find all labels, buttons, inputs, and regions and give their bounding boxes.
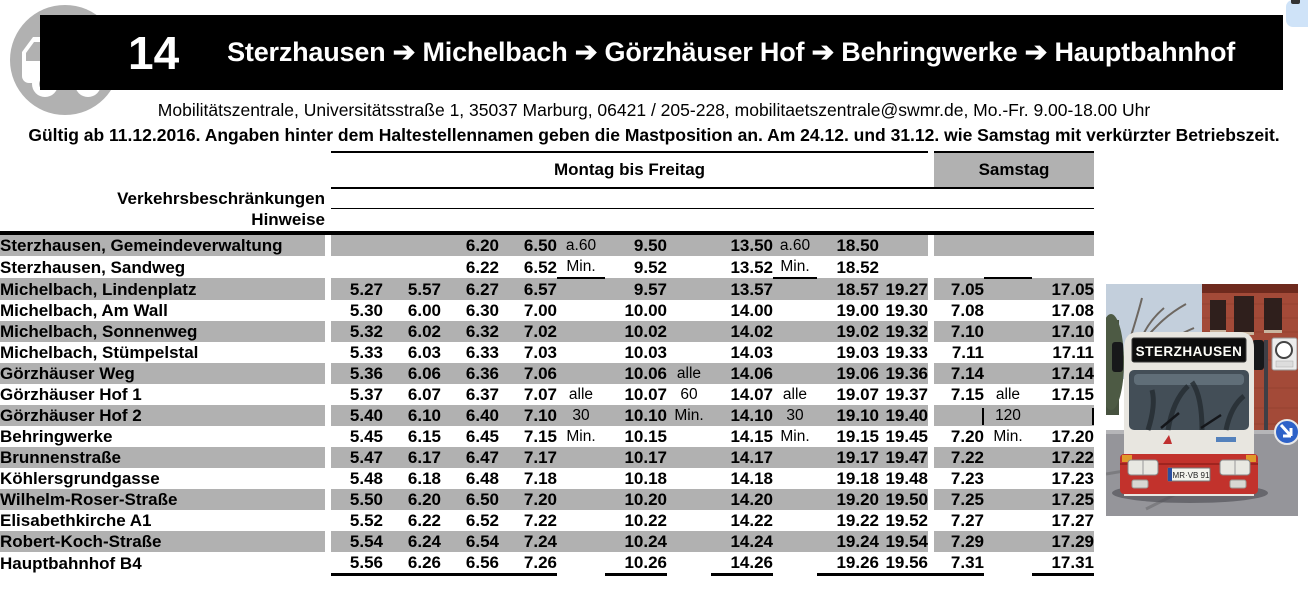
saturday-frequency-cell bbox=[984, 300, 1032, 321]
weekday-frequency-cell: Min. bbox=[557, 256, 605, 278]
weekday-time-cell: 5.40 bbox=[331, 405, 383, 426]
weekday-time-cell: 14.18 bbox=[730, 469, 773, 488]
notes-row bbox=[0, 209, 1094, 234]
timetable-row bbox=[0, 278, 1094, 300]
timetable-row bbox=[0, 426, 1094, 447]
weekday-time-cell: 6.50 bbox=[499, 233, 557, 256]
group-header-row bbox=[0, 152, 1094, 188]
saturday-frequency-cell bbox=[984, 489, 1032, 510]
weekday-time-cell: 6.18 bbox=[407, 469, 441, 488]
weekday-time-cell: 19.17 bbox=[817, 447, 879, 468]
weekday-time-cell: 7.22 bbox=[523, 511, 557, 530]
blue-arrow-sign bbox=[1275, 420, 1298, 444]
weekday-time-cell: 6.07 bbox=[407, 385, 441, 404]
weekday-frequency-cell bbox=[557, 552, 605, 575]
saturday-frequency-cell bbox=[984, 321, 1032, 342]
saturday-frequency-cell bbox=[984, 342, 1032, 363]
weekday-time-cell: 13.57 bbox=[711, 278, 773, 300]
line-number: 14 bbox=[128, 26, 180, 79]
saturday-time-cell: 7.05 bbox=[934, 278, 984, 300]
saturday-time-cell: 17.31 bbox=[1032, 552, 1094, 575]
saturday-time-cell: 17.27 bbox=[1051, 511, 1094, 530]
weekday-time-cell: 6.47 bbox=[441, 447, 499, 468]
weekday-frequency-cell: alle bbox=[782, 386, 808, 403]
weekday-frequency-cell: Min. bbox=[667, 405, 711, 426]
weekday-frequency-cell bbox=[773, 510, 817, 531]
weekday-time-cell bbox=[383, 233, 441, 256]
restrictions-label: Verkehrsbeschränkungen bbox=[117, 188, 325, 208]
weekday-time-cell: 6.22 bbox=[465, 257, 499, 277]
timetable-row bbox=[0, 321, 1094, 342]
weekday-time-cell: 10.15 bbox=[624, 427, 667, 446]
weekday-time-cell: 6.26 bbox=[383, 552, 441, 575]
weekday-time-cell: 19.10 bbox=[817, 405, 879, 426]
saturday-frequency-cell bbox=[984, 552, 1032, 575]
stop-name: Michelbach, Lindenplatz bbox=[0, 278, 325, 300]
weekday-time-cell: 5.36 bbox=[331, 363, 383, 384]
weekday-frequency-cell bbox=[667, 489, 711, 510]
saturday-time-cell: 17.10 bbox=[1032, 321, 1094, 342]
weekday-time-cell bbox=[879, 233, 928, 256]
saturday-time-cell bbox=[1032, 405, 1094, 426]
weekday-frequency-cell bbox=[557, 363, 605, 384]
weekday-time-cell: 7.18 bbox=[523, 469, 557, 488]
weekday-time-cell: 10.18 bbox=[624, 469, 667, 488]
weekday-time-cell: 6.15 bbox=[407, 427, 441, 446]
weekday-time-cell bbox=[331, 233, 383, 256]
weekday-time-cell: 19.24 bbox=[817, 531, 879, 552]
weekday-time-cell: 19.40 bbox=[879, 405, 928, 426]
weekday-time-cell: 14.17 bbox=[711, 447, 773, 468]
weekday-time-cell: 10.00 bbox=[624, 301, 667, 320]
stop-name: Behringwerke bbox=[0, 427, 113, 446]
validity-line: Gültig ab 11.12.2016. Angaben hinter dem Haltestellennamen geben die Mastposition an. Am 24.12. und 31.12. wie Samstag mit verkürzter Betriebszeit. bbox=[28, 125, 1280, 145]
weekday-time-cell: 6.30 bbox=[465, 301, 499, 320]
timetable-row bbox=[0, 363, 1094, 384]
weekday-frequency-cell bbox=[667, 300, 711, 321]
weekday-frequency-cell: Min. bbox=[780, 428, 810, 445]
weekday-frequency-cell bbox=[667, 233, 711, 256]
weekday-time-cell: 13.50 bbox=[711, 233, 773, 256]
weekday-time-cell: 14.26 bbox=[711, 552, 773, 575]
timetable-row bbox=[0, 300, 1094, 321]
weekday-frequency-cell bbox=[557, 531, 605, 552]
weekday-time-cell: 5.50 bbox=[331, 489, 383, 510]
weekday-frequency-cell bbox=[557, 278, 605, 300]
notes-label: Hinweise bbox=[251, 209, 325, 229]
weekday-time-cell: 18.57 bbox=[817, 278, 879, 300]
bus-front bbox=[1112, 332, 1264, 496]
saturday-time-cell: 17.05 bbox=[1032, 278, 1094, 300]
weekday-time-cell: 14.02 bbox=[711, 321, 773, 342]
saturday-time-cell bbox=[1032, 233, 1094, 256]
route-destinations: Sterzhausen ➔ Michelbach ➔ Görzhäuser Hof ➔ Behringwerke ➔ Hauptbahnhof bbox=[227, 37, 1236, 67]
notes-cells bbox=[331, 209, 928, 234]
saturday-time-cell: 7.29 bbox=[934, 531, 984, 552]
weekday-time-cell: 19.02 bbox=[817, 321, 879, 342]
weekday-time-cell: 7.15 bbox=[523, 427, 557, 446]
timetable-row bbox=[0, 552, 1094, 575]
stop-name: Görzhäuser Hof 2 bbox=[0, 405, 325, 426]
weekday-frequency-cell bbox=[667, 531, 711, 552]
weekday-time-cell: 7.02 bbox=[499, 321, 557, 342]
weekday-frequency-cell bbox=[557, 300, 605, 321]
stop-name: Görzhäuser Weg bbox=[0, 363, 325, 384]
restrictions-cells bbox=[331, 188, 928, 209]
saturday-time-cell: 17.20 bbox=[1051, 427, 1094, 446]
weekday-time-cell: 19.33 bbox=[885, 343, 928, 362]
weekday-time-cell: 7.10 bbox=[499, 405, 557, 426]
weekday-time-cell: 9.52 bbox=[633, 257, 667, 277]
weekday-time-cell: 19.47 bbox=[879, 447, 928, 468]
weekday-time-cell: 5.45 bbox=[349, 427, 383, 446]
weekday-frequency-cell bbox=[773, 321, 817, 342]
timetable-row bbox=[0, 510, 1094, 531]
weekday-time-cell: 6.48 bbox=[465, 469, 499, 488]
weekday-time-cell: 10.02 bbox=[605, 321, 667, 342]
saturday-time-cell: 17.22 bbox=[1032, 447, 1094, 468]
saturday-time-cell: 7.11 bbox=[951, 343, 984, 362]
weekday-time-cell bbox=[331, 256, 383, 278]
weekday-time-cell: 6.52 bbox=[523, 257, 557, 277]
weekday-time-cell: 7.24 bbox=[499, 531, 557, 552]
weekday-time-cell: 19.07 bbox=[836, 385, 879, 404]
saturday-frequency-cell bbox=[984, 468, 1032, 489]
saturday-frequency-cell: alle bbox=[995, 386, 1021, 403]
weekday-time-cell: 6.06 bbox=[383, 363, 441, 384]
license-plate bbox=[1168, 468, 1210, 481]
saturday-time-cell: 7.10 bbox=[934, 321, 984, 342]
saturday-time-cell bbox=[934, 256, 984, 278]
weekday-time-cell: 5.57 bbox=[383, 278, 441, 300]
saturday-time-cell bbox=[1032, 256, 1094, 278]
weekday-time-cell: 6.00 bbox=[407, 301, 441, 320]
weekday-time-cell: 19.56 bbox=[879, 552, 928, 575]
weekday-time-cell: 10.10 bbox=[605, 405, 667, 426]
weekday-time-cell: 6.50 bbox=[441, 489, 499, 510]
stop-name: Michelbach, Am Wall bbox=[0, 301, 168, 320]
saturday-time-cell: 7.15 bbox=[950, 385, 984, 404]
timetable-row bbox=[0, 531, 1094, 552]
weekday-time-cell: 14.00 bbox=[730, 301, 773, 320]
saturday-time-cell: 7.23 bbox=[950, 469, 984, 488]
stop-name: Brunnenstraße bbox=[0, 447, 325, 468]
weekday-frequency-cell bbox=[773, 278, 817, 300]
saturday-frequency-cell bbox=[984, 278, 1032, 300]
saturday-frequency-cell bbox=[984, 510, 1032, 531]
weekday-frequency-cell bbox=[773, 489, 817, 510]
weekday-time-cell: 19.18 bbox=[836, 469, 879, 488]
stop-name: Hauptbahnhof B4 bbox=[0, 553, 142, 573]
weekday-frequency-cell: a.60 bbox=[773, 233, 817, 256]
weekday-frequency-cell: Min. bbox=[566, 428, 596, 445]
saturday-time-cell: 17.11 bbox=[1052, 343, 1094, 362]
weekday-time-cell: 19.36 bbox=[879, 363, 928, 384]
stop-name: Michelbach, Stümpelstal bbox=[0, 343, 199, 362]
bus-photo bbox=[1106, 284, 1298, 516]
weekday-time-cell: 7.20 bbox=[499, 489, 557, 510]
timetable-row bbox=[0, 384, 1094, 405]
weekday-time-cell: 19.27 bbox=[879, 278, 928, 300]
weekday-time-cell: 14.24 bbox=[711, 531, 773, 552]
saturday-time-cell: 7.31 bbox=[934, 552, 984, 575]
saturday-time-cell: 7.27 bbox=[950, 511, 984, 530]
weekday-time-cell: 19.22 bbox=[836, 511, 879, 530]
saturday-time-cell: 7.08 bbox=[950, 301, 984, 320]
weekday-time-cell: 19.37 bbox=[885, 385, 928, 404]
weekday-frequency-cell bbox=[667, 278, 711, 300]
saturday-time-cell: 17.25 bbox=[1032, 489, 1094, 510]
weekday-time-cell: 19.30 bbox=[885, 301, 928, 320]
weekday-frequency-cell bbox=[557, 342, 605, 363]
weekday-frequency-cell: alle bbox=[568, 386, 594, 403]
timetable-row bbox=[0, 256, 1094, 278]
weekday-time-cell: 9.57 bbox=[605, 278, 667, 300]
saturday-time-cell: 17.23 bbox=[1051, 469, 1094, 488]
weekday-time-cell: 10.07 bbox=[624, 385, 667, 404]
saturday-frequency-cell: 120 bbox=[984, 405, 1032, 426]
weekday-frequency-cell: Min. bbox=[773, 256, 817, 278]
weekday-time-cell: 9.50 bbox=[605, 233, 667, 256]
weekday-time-cell: 5.52 bbox=[349, 511, 383, 530]
weekday-time-cell: 14.06 bbox=[711, 363, 773, 384]
saturday-frequency-cell bbox=[984, 447, 1032, 468]
saturday-frequency-cell bbox=[984, 363, 1032, 384]
saturday-time-cell: 17.14 bbox=[1032, 363, 1094, 384]
weekday-time-cell: 6.45 bbox=[465, 427, 499, 446]
notes-cells bbox=[934, 209, 1094, 234]
saturday-time-cell: 17.15 bbox=[1051, 385, 1094, 404]
timetable-row bbox=[0, 233, 1094, 256]
timetable-row bbox=[0, 405, 1094, 426]
weekday-frequency-cell bbox=[773, 363, 817, 384]
stop-name: Wilhelm-Roser-Straße bbox=[0, 489, 325, 510]
weekday-time-cell: 19.52 bbox=[885, 511, 928, 530]
weekday-time-cell: 7.06 bbox=[499, 363, 557, 384]
weekday-frequency-cell: 30 bbox=[773, 405, 817, 426]
weekday-time-cell: 10.26 bbox=[605, 552, 667, 575]
weekday-time-cell: 6.52 bbox=[465, 511, 499, 530]
weekday-frequency-cell bbox=[557, 468, 605, 489]
weekday-time-cell: 5.27 bbox=[331, 278, 383, 300]
weekday-time-cell: 5.56 bbox=[331, 552, 383, 575]
weekday-time-cell: 5.54 bbox=[331, 531, 383, 552]
weekday-frequency-cell bbox=[557, 510, 605, 531]
route-header-bar bbox=[40, 15, 1283, 90]
weekday-group-header: Montag bis Freitag bbox=[331, 152, 928, 188]
stop-name: Elisabethkirche A1 bbox=[0, 511, 152, 530]
weekday-time-cell: 18.50 bbox=[817, 233, 879, 256]
weekday-frequency-cell bbox=[557, 447, 605, 468]
weekday-time-cell: 7.26 bbox=[499, 552, 557, 575]
weekday-frequency-cell bbox=[773, 552, 817, 575]
weekday-frequency-cell bbox=[667, 447, 711, 468]
weekday-time-cell: 10.24 bbox=[605, 531, 667, 552]
weekday-time-cell: 14.15 bbox=[730, 427, 773, 446]
stop-name: Sterzhausen, Gemeindeverwaltung bbox=[0, 233, 325, 256]
weekday-time-cell: 6.27 bbox=[441, 278, 499, 300]
weekday-time-cell: 7.03 bbox=[523, 343, 557, 362]
weekday-time-cell: 19.50 bbox=[879, 489, 928, 510]
weekday-time-cell: 5.33 bbox=[349, 343, 383, 362]
weekday-time-cell: 5.47 bbox=[331, 447, 383, 468]
weekday-time-cell: 14.10 bbox=[711, 405, 773, 426]
weekday-time-cell: 6.32 bbox=[441, 321, 499, 342]
weekday-frequency-cell: 30 bbox=[557, 405, 605, 426]
weekday-time-cell: 19.45 bbox=[885, 427, 928, 446]
weekday-time-cell: 5.48 bbox=[349, 469, 383, 488]
weekday-time-cell: 19.20 bbox=[817, 489, 879, 510]
weekday-time-cell: 10.06 bbox=[605, 363, 667, 384]
weekday-time-cell bbox=[879, 256, 928, 278]
traffic-sign bbox=[1272, 338, 1297, 370]
restrictions-row bbox=[0, 188, 1094, 209]
weekday-frequency-cell bbox=[667, 256, 711, 278]
weekday-frequency-cell: alle bbox=[667, 363, 711, 384]
stop-name: Köhlersgrundgasse bbox=[0, 469, 160, 488]
weekday-frequency-cell bbox=[773, 300, 817, 321]
saturday-frequency-cell bbox=[984, 256, 1032, 278]
weekday-time-cell: 5.37 bbox=[349, 385, 383, 404]
saturday-time-cell: 7.20 bbox=[950, 427, 984, 446]
weekday-frequency-cell bbox=[773, 468, 817, 489]
weekday-time-cell: 10.20 bbox=[605, 489, 667, 510]
weekday-time-cell: 6.36 bbox=[441, 363, 499, 384]
saturday-time-cell bbox=[934, 233, 984, 256]
timetable-row bbox=[0, 489, 1094, 510]
saturday-time-cell bbox=[934, 405, 984, 426]
saturday-time-cell: 7.22 bbox=[934, 447, 984, 468]
weekday-time-cell: 10.17 bbox=[605, 447, 667, 468]
weekday-time-cell: 6.20 bbox=[441, 233, 499, 256]
weekday-frequency-cell bbox=[773, 531, 817, 552]
weekday-time-cell: 14.22 bbox=[730, 511, 773, 530]
saturday-time-cell: 7.25 bbox=[934, 489, 984, 510]
weekday-frequency-cell: a.60 bbox=[557, 233, 605, 256]
saturday-group-header: Samstag bbox=[934, 152, 1094, 188]
weekday-time-cell: 14.20 bbox=[711, 489, 773, 510]
weekday-time-cell: 6.56 bbox=[441, 552, 499, 575]
weekday-time-cell: 6.57 bbox=[499, 278, 557, 300]
stop-name: Sterzhausen, Sandweg bbox=[0, 257, 186, 277]
weekday-time-cell: 7.00 bbox=[523, 301, 557, 320]
saturday-time-cell: 7.14 bbox=[934, 363, 984, 384]
weekday-time-cell: 19.48 bbox=[885, 469, 928, 488]
weekday-time-cell: 6.24 bbox=[383, 531, 441, 552]
weekday-time-cell: 19.06 bbox=[817, 363, 879, 384]
weekday-time-cell: 6.20 bbox=[383, 489, 441, 510]
weekday-time-cell: 6.10 bbox=[383, 405, 441, 426]
weekday-time-cell: 6.22 bbox=[407, 511, 441, 530]
saturday-frequency-cell bbox=[984, 531, 1032, 552]
weekday-time-cell: 7.17 bbox=[499, 447, 557, 468]
weekday-time-cell: 19.26 bbox=[817, 552, 879, 575]
saturday-frequency-cell: Min. bbox=[993, 428, 1023, 445]
contact-line: Mobilitätszentrale, Universitätsstraße 1, 35037 Marburg, 06421 / 205-228, mobilitaetszentrale@swmr.de, Mo.-Fr. 9.00-18.00 Uhr bbox=[157, 100, 1151, 120]
saturday-frequency-cell bbox=[984, 233, 1032, 256]
weekday-frequency-cell bbox=[557, 489, 605, 510]
weekday-time-cell: 7.07 bbox=[523, 385, 557, 404]
timetable-body bbox=[0, 233, 1094, 575]
weekday-time-cell: 19.15 bbox=[836, 427, 879, 446]
weekday-frequency-cell bbox=[773, 447, 817, 468]
weekday-time-cell: 6.54 bbox=[441, 531, 499, 552]
restrictions-cells bbox=[934, 188, 1094, 209]
weekday-frequency-cell bbox=[667, 510, 711, 531]
weekday-time-cell: 6.37 bbox=[465, 385, 499, 404]
weekday-frequency-cell: 60 bbox=[680, 386, 698, 403]
stop-name: Robert-Koch-Straße bbox=[0, 531, 325, 552]
weekday-time-cell: 5.30 bbox=[349, 301, 383, 320]
weekday-time-cell: 19.32 bbox=[879, 321, 928, 342]
weekday-frequency-cell bbox=[667, 552, 711, 575]
weekday-time-cell: 14.07 bbox=[730, 385, 773, 404]
license-plate-text: MR·VB 91 bbox=[1172, 471, 1210, 480]
weekday-time-cell: 19.03 bbox=[836, 343, 879, 362]
destination-sign-text: STERZHAUSEN bbox=[1135, 344, 1243, 359]
weekday-time-cell: 6.17 bbox=[383, 447, 441, 468]
weekday-time-cell: 19.00 bbox=[836, 301, 879, 320]
weekday-time-cell: 6.03 bbox=[407, 343, 441, 362]
timetable-row bbox=[0, 468, 1094, 489]
timetable bbox=[0, 151, 1094, 576]
weekday-time-cell: 18.52 bbox=[836, 257, 879, 277]
weekday-time-cell: 13.52 bbox=[730, 257, 773, 277]
weekday-time-cell: 6.40 bbox=[441, 405, 499, 426]
saturday-time-cell: 17.29 bbox=[1032, 531, 1094, 552]
weekday-frequency-cell bbox=[667, 468, 711, 489]
weekday-time-cell: 19.54 bbox=[879, 531, 928, 552]
empty-cell bbox=[0, 152, 325, 188]
weekday-time-cell: 10.22 bbox=[624, 511, 667, 530]
stop-name: Görzhäuser Hof 1 bbox=[0, 385, 142, 404]
scroll-button[interactable] bbox=[1286, 0, 1308, 27]
saturday-time-cell: 17.08 bbox=[1051, 301, 1094, 320]
weekday-time-cell: 6.33 bbox=[465, 343, 499, 362]
weekday-frequency-cell bbox=[667, 342, 711, 363]
weekday-frequency-cell bbox=[773, 342, 817, 363]
weekday-frequency-cell bbox=[667, 321, 711, 342]
weekday-time-cell bbox=[383, 256, 441, 278]
timetable-row bbox=[0, 447, 1094, 468]
weekday-time-cell: 5.32 bbox=[331, 321, 383, 342]
weekday-frequency-cell bbox=[557, 321, 605, 342]
weekday-frequency-cell bbox=[667, 426, 711, 447]
stop-name: Michelbach, Sonnenweg bbox=[0, 321, 325, 342]
weekday-time-cell: 10.03 bbox=[624, 343, 667, 362]
timetable-row bbox=[0, 342, 1094, 363]
weekday-time-cell: 6.02 bbox=[383, 321, 441, 342]
weekday-time-cell: 14.03 bbox=[730, 343, 773, 362]
